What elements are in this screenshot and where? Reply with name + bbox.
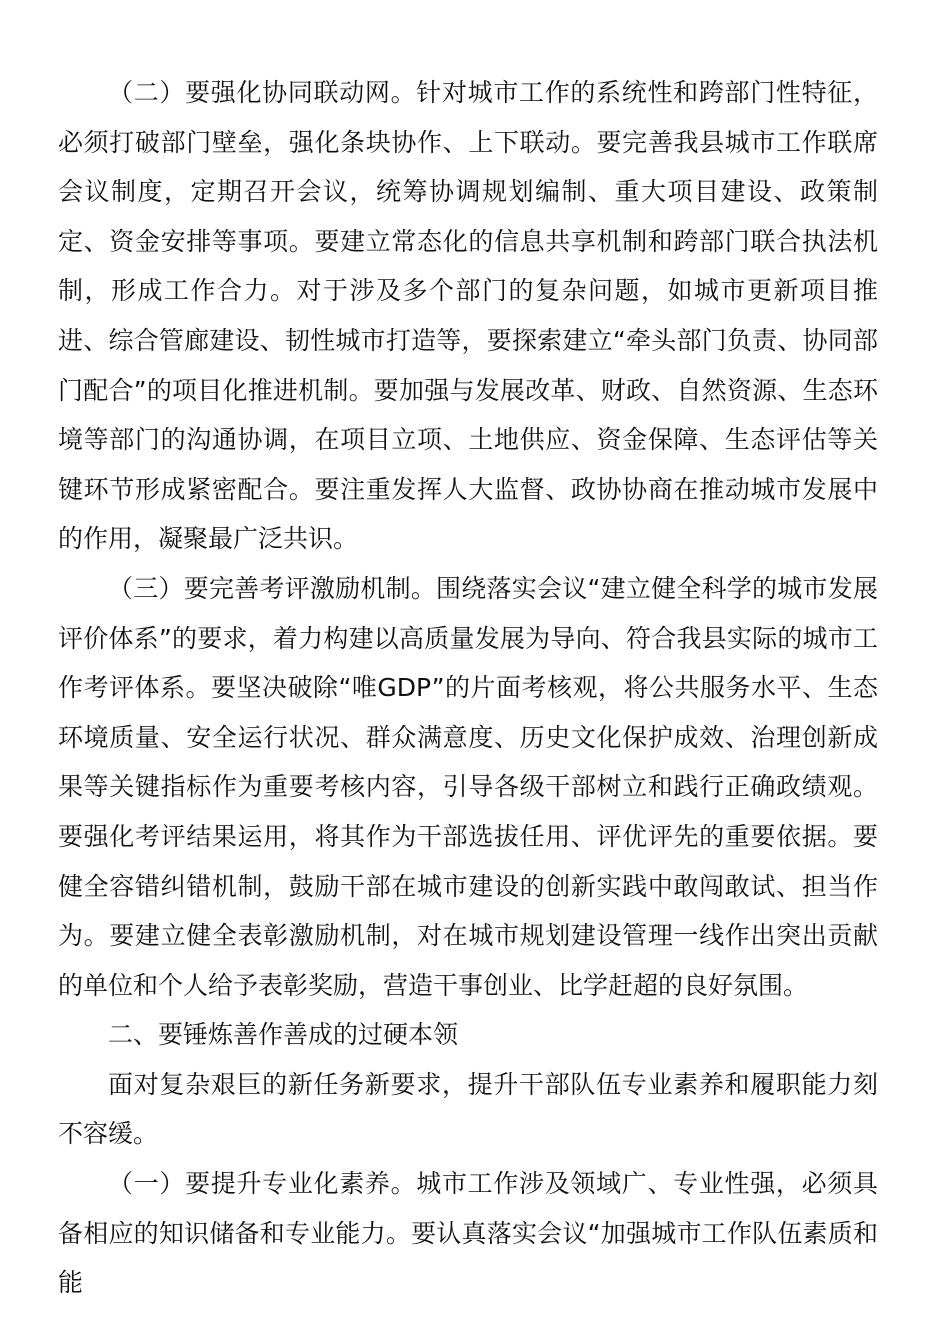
paragraph-evaluation-incentive: （三）要完善考评激励机制。围绕落实会议“建立健全科学的城市发展评价体系”的要求，着力构建以高质量发展为导向、符合我县实际的城市工作考评体系。要坚决破除“唯GDP”的片面考核观，将公共服务水平、生态环境质量、安全运行状况、群众满意度、历史文化保护成效、治理创新成果等关键指标作为重要考核内容，引导各级干部树立和践行正确政绩观。要强化考评结果运用，将其作为干部选拔任用、评优评先的重要依据。要健全容错纠错机制，鼓励干部在城市建设的创新实践中敢闯敢试、担当作为。要建立健全表彰激励机制，对在城市规划建设管理一线作出突出贡献的单位和个人给予表彰奖励，营造干事创业、比学赶超的良好氛围。 xyxy=(58,573,878,1000)
document-page xyxy=(58,68,878,1308)
paragraph-professional-literacy: （一）要提升专业化素养。城市工作涉及领域广、专业性强，必须具备相应的知识储备和专业能力。要认真落实会议“加强城市工作队伍素质和能 xyxy=(58,1169,878,1298)
paragraph-collaboration-network: （二）要强化协同联动网。针对城市工作的系统性和跨部门性特征，必须打破部门壁垒，强化条块协作、上下联动。要完善我县城市工作联席会议制度，定期召开会议，统筹协调规划编制、重大项目建设、政策制定、资金安排等事项。要建立常态化的信息共享机制和跨部门联合执法机制，形成工作合力。对于涉及多个部门的复杂问题，如城市更新项目推进、综合管廊建设、韧性城市打造等，要探索建立“牵头部门负责、协同部门配合”的项目化推进机制。要加强与发展改革、财政、自然资源、生态环境等部门的沟通协调，在项目立项、土地供应、资金保障、生态评估等关键环节形成紧密配合。要注重发挥人大监督、政协协商在推动城市发展中的作用，凝聚最广泛共识。 xyxy=(58,78,878,554)
section-heading-two: 二、要锤炼善作善成的过硬本领 xyxy=(108,1020,459,1050)
paragraph-section-intro: 面对复杂艰巨的新任务新要求，提升干部队伍专业素养和履职能力刻不容缓。 xyxy=(58,1069,878,1149)
